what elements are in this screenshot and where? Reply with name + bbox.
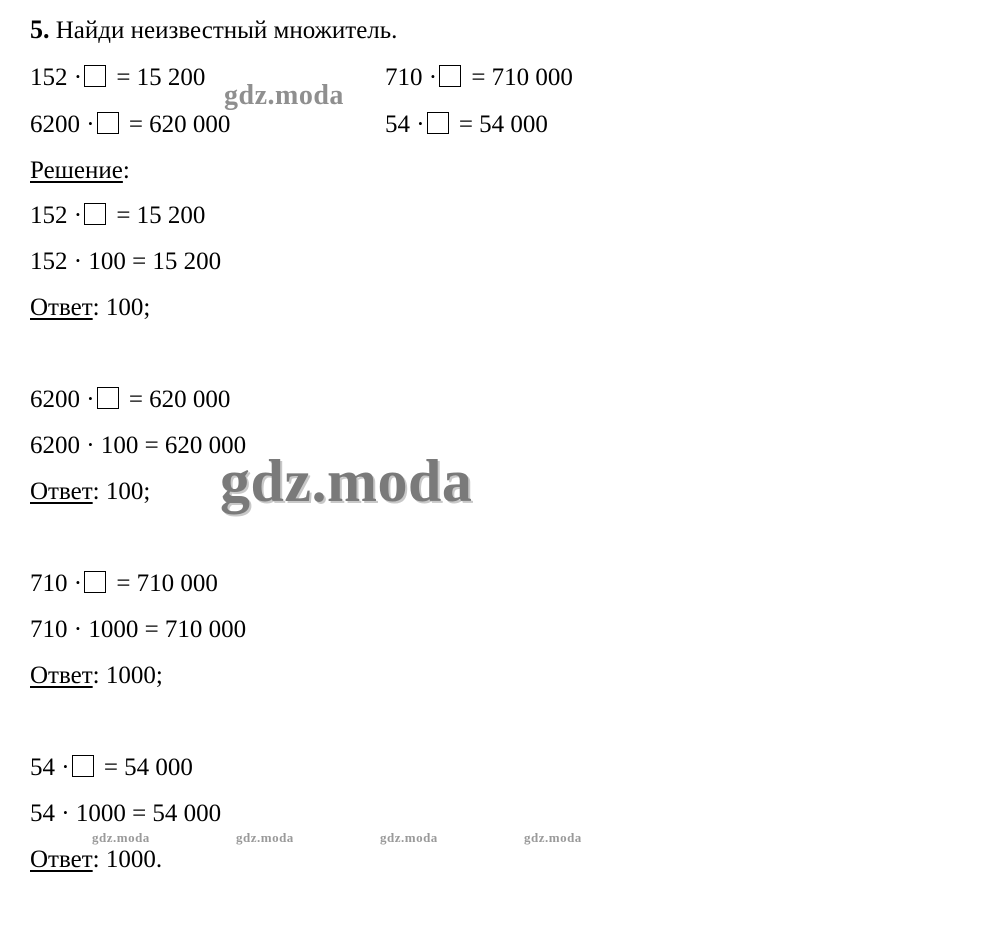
answer-value: 100; (99, 294, 151, 321)
task-title: Найди неизвестный множитель. (55, 17, 398, 44)
answer-label: Ответ (30, 662, 93, 689)
unknown-box (84, 65, 106, 87)
task-number: 5. (30, 15, 50, 44)
unknown-box (97, 112, 119, 134)
answer-value: 1000; (99, 662, 163, 689)
answer-label: Ответ (30, 846, 93, 873)
problem-1-left: 152 · (30, 64, 83, 91)
problem-3-right: = 620 000 (128, 111, 231, 138)
problem-4-right: = 54 000 (458, 111, 548, 138)
answer-value: 100; (99, 478, 151, 505)
answer-2 (30, 477, 150, 507)
unknown-box (84, 203, 106, 225)
answer-colon: : (92, 294, 100, 321)
equation-left: 6200 · (30, 386, 95, 413)
solution-heading-text: Решение (30, 157, 123, 184)
watermark-small: gdz.moda (236, 830, 294, 845)
watermark-small: gdz.moda (380, 830, 438, 845)
equation-left: 710 · (30, 570, 83, 597)
solution-equation-3 (30, 569, 218, 599)
solution-equation-4 (30, 753, 193, 783)
unknown-box (84, 571, 106, 593)
problem-3 (30, 110, 230, 140)
answer-3 (30, 661, 163, 691)
answer-4 (30, 845, 162, 875)
solution-equation-2 (30, 385, 230, 415)
problem-4-left: 54 · (385, 111, 425, 138)
solution-heading (30, 156, 130, 186)
watermark-small: gdz.moda (92, 830, 150, 845)
task-heading (30, 15, 397, 46)
problem-3-left: 6200 · (30, 111, 95, 138)
equation-right: = 620 000 (128, 386, 231, 413)
answer-colon: : (92, 478, 100, 505)
unknown-box (72, 755, 94, 777)
answer-value: 1000. (99, 846, 163, 873)
answer-label: Ответ (30, 478, 93, 505)
answer-colon: : (92, 662, 100, 689)
equation-right: = 15 200 (116, 202, 206, 229)
unknown-box (97, 387, 119, 409)
problem-1-right: = 15 200 (116, 64, 206, 91)
solution-filled-4: 54 · 1000 = 54 000 (30, 800, 222, 827)
problem-2-left: 710 · (385, 64, 438, 91)
unknown-box (439, 65, 461, 87)
equation-left: 152 · (30, 202, 83, 229)
watermark-small: gdz.moda (524, 830, 582, 845)
answer-1 (30, 293, 150, 323)
equation-left: 54 · (30, 754, 70, 781)
problem-2-right: = 710 000 (471, 64, 573, 91)
problem-4 (385, 110, 548, 140)
solution-filled-2: 6200 · 100 = 620 000 (30, 432, 247, 459)
watermark-medium: gdz.moda (224, 80, 344, 111)
solution-filled-1: 152 · 100 = 15 200 (30, 248, 222, 275)
answer-label: Ответ (30, 294, 93, 321)
problem-2 (385, 63, 573, 93)
solution-heading-colon: : (122, 157, 130, 184)
equation-right: = 710 000 (116, 570, 218, 597)
answer-colon: : (92, 846, 100, 873)
problem-1 (30, 63, 205, 93)
equation-right: = 54 000 (103, 754, 193, 781)
unknown-box (427, 112, 449, 134)
solution-equation-1 (30, 201, 205, 231)
watermark-large: gdz.moda (220, 448, 473, 514)
solution-filled-3: 710 · 1000 = 710 000 (30, 616, 247, 643)
